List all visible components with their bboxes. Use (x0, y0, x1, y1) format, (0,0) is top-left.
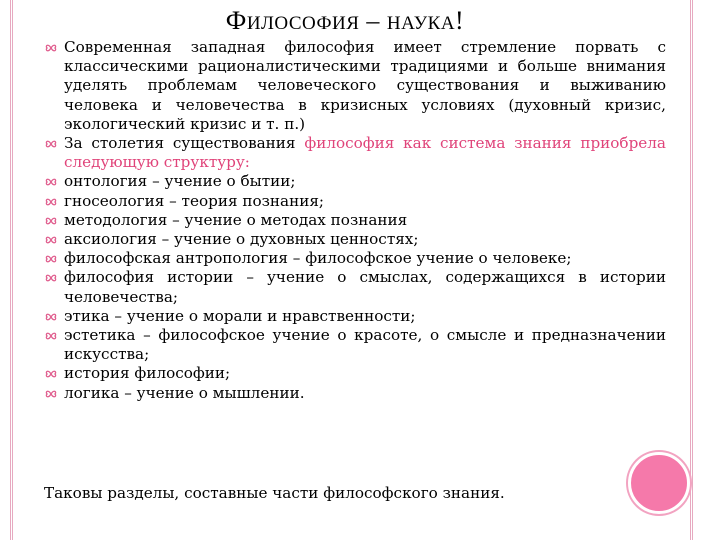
flower-bullet-icon (44, 196, 58, 208)
slide-content (44, 38, 666, 403)
conclusion-text: Таковы разделы, составные части философского знания. (44, 484, 505, 502)
flower-bullet-icon (44, 253, 58, 265)
list-item: философия истории – учение о смыслах, содержащихся в истории человечества; (44, 268, 666, 306)
right-frame-border (690, 0, 720, 540)
list-item: Современная западная философия имеет стремление порвать с классическими рационалистическими традициями и больше внимания уделять проблемам человеческого существования и выживанию человека и человечества в кризисных условиях (духовный кризис, экологический кризис и т. п.) (44, 38, 666, 134)
flower-bullet-icon (44, 234, 58, 246)
flower-bullet-icon (44, 388, 58, 400)
list-item: За столетия существования философия как система знания приобрела следующую структуру: (44, 134, 666, 172)
left-frame-border (0, 0, 13, 540)
flower-bullet-icon (44, 311, 58, 323)
list-item: аксиология – учение о духовных ценностях; (44, 230, 666, 249)
flower-bullet-icon (44, 176, 58, 188)
flower-bullet-icon (44, 368, 58, 380)
list-item: онтология – учение о бытии; (44, 172, 666, 191)
flower-bullet-icon (44, 42, 58, 54)
list-item: логика – учение о мышлении. (44, 384, 666, 403)
list-item: история философии; (44, 364, 666, 383)
flower-bullet-icon (44, 272, 58, 284)
list-item: эстетика – философское учение о красоте, о смысле и предназначении искусства; (44, 326, 666, 364)
list-item: методология – учение о методах познания (44, 211, 666, 230)
flower-bullet-icon (44, 138, 58, 150)
flower-bullet-icon (44, 215, 58, 227)
list-item: гносеология – теория познания; (44, 192, 666, 211)
list-item: этика – учение о морали и нравственности; (44, 307, 666, 326)
slide-title: ФИЛОСОФИЯ – НАУКА! (225, 6, 465, 35)
flower-bullet-icon (44, 330, 58, 342)
list-item: философская антропология – философское учение о человеке; (44, 249, 666, 268)
decorative-circle (628, 452, 690, 514)
